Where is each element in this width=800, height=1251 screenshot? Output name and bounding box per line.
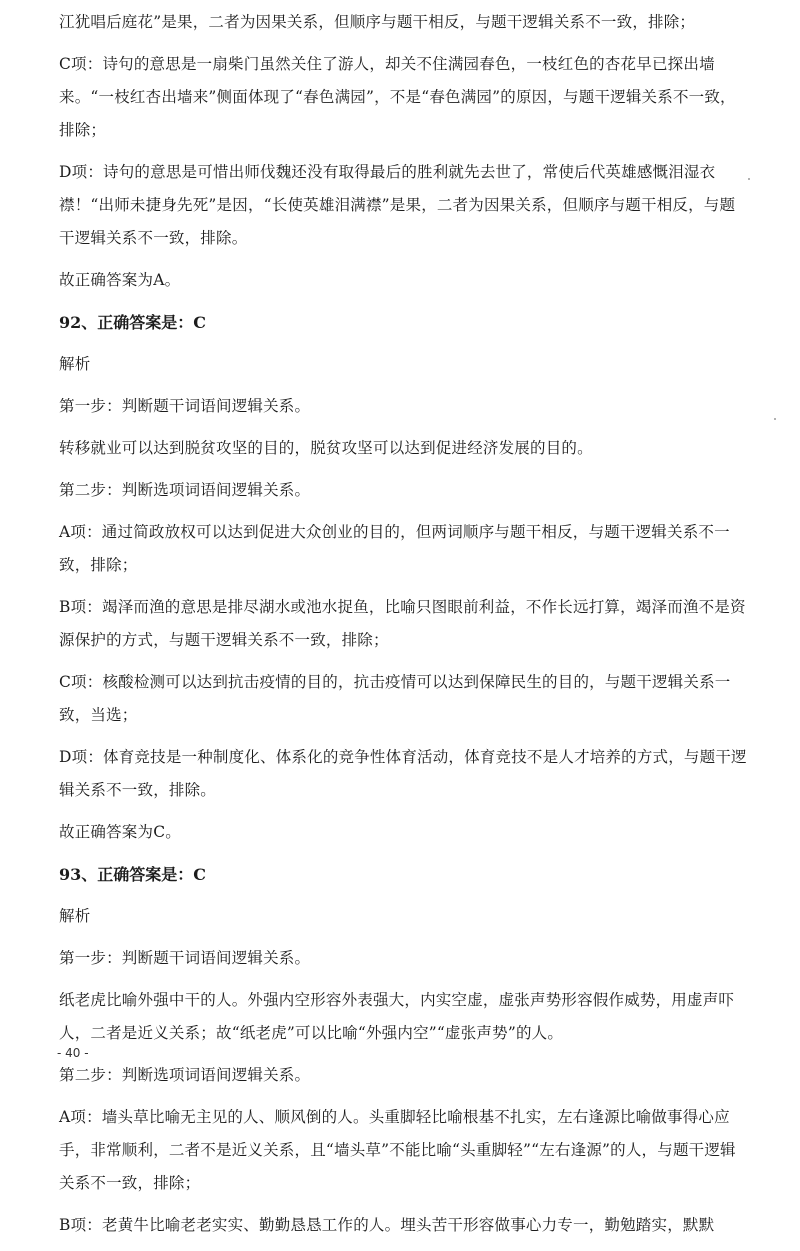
label-analysis-92: 解析 — [59, 355, 91, 373]
paragraph-step2-93: 第二步：判断选项词语间逻辑关系。 — [59, 1066, 311, 1084]
document-body — [59, 6, 749, 1251]
heading-question-92: 92、正确答案是：C — [59, 313, 207, 332]
label-analysis-93: 解析 — [59, 907, 91, 925]
scan-speck — [774, 418, 776, 420]
scan-speck — [748, 178, 750, 180]
paragraph-option-b-93: B项：老黄牛比喻老老实实、勤勤恳恳工作的人。埋头苦干形容做事心力专一，勤勉踏实，默默 — [59, 1216, 715, 1234]
paragraph-stem-93: 纸老虎比喻外强中干的人。外强内空形容外表强大，内实空虚，虚张声势形容假作威势，用虚声吓人，二者是近义关系；故“纸老虎”可以比喻“外强内空”“虚张声势”的人。 — [59, 991, 735, 1042]
paragraph-option-a-92: A项：通过简政放权可以达到促进大众创业的目的，但两词顺序与题干相反，与题干逻辑关系不一致，排除； — [59, 523, 730, 574]
paragraph-stem-92: 转移就业可以达到脱贫攻坚的目的，脱贫攻坚可以达到促进经济发展的目的。 — [59, 439, 593, 457]
paragraph-option-d-poem: D项：诗句的意思是可惜出师伐魏还没有取得最后的胜利就先去世了，常使后代英雄感慨泪湿衣襟！“出师未捷身先死”是因，“长使英雄泪满襟”是果，二者为因果关系，但顺序与题干相反，与题干逻辑关系不一致，排除。 — [59, 163, 736, 247]
paragraph-conclusion-91: 故正确答案为A。 — [59, 271, 181, 289]
paragraph-step1-93: 第一步：判断题干词语间逻辑关系。 — [59, 949, 311, 967]
paragraph-option-c-92: C项：核酸检测可以达到抗击疫情的目的，抗击疫情可以达到保障民生的目的，与题干逻辑关系一致，当选； — [59, 673, 731, 724]
page-number: - 40 - — [57, 1046, 89, 1060]
paragraph-step2-92: 第二步：判断选项词语间逻辑关系。 — [59, 481, 311, 499]
paragraph-conclusion-92: 故正确答案为C。 — [59, 823, 181, 841]
paragraph-step1-92: 第一步：判断题干词语间逻辑关系。 — [59, 397, 311, 415]
paragraph-option-c-poem: C项：诗句的意思是一扇柴门虽然关住了游人，却关不住满园春色，一枝红色的杏花早已探出墙来。“一枝红杏出墙来”侧面体现了“春色满园”，不是“春色满园”的原因，与题干逻辑关系不一致，排除； — [59, 55, 736, 139]
paragraph-option-b-92: B项：竭泽而渔的意思是排尽湖水或池水捉鱼，比喻只图眼前利益，不作长远打算，竭泽而渔不是资源保护的方式，与题干逻辑关系不一致，排除； — [59, 598, 746, 649]
paragraph-c-prev-answer-end: 江犹唱后庭花”是果，二者为因果关系，但顺序与题干相反，与题干逻辑关系不一致，排除； — [59, 13, 696, 31]
paragraph-option-a-93: A项：墙头草比喻无主见的人、顺风倒的人。头重脚轻比喻根基不扎实，左右逢源比喻做事得心应手，非常顺利，二者不是近义关系，且“墙头草”不能比喻“头重脚轻”“左右逢源”的人，与题干逻辑关系不一致，排除； — [59, 1108, 736, 1192]
paragraph-option-d-92: D项：体育竞技是一种制度化、体系化的竞争性体育活动，体育竞技不是人才培养的方式，与题干逻辑关系不一致，排除。 — [59, 748, 747, 799]
heading-question-93: 93、正确答案是：C — [59, 865, 207, 884]
